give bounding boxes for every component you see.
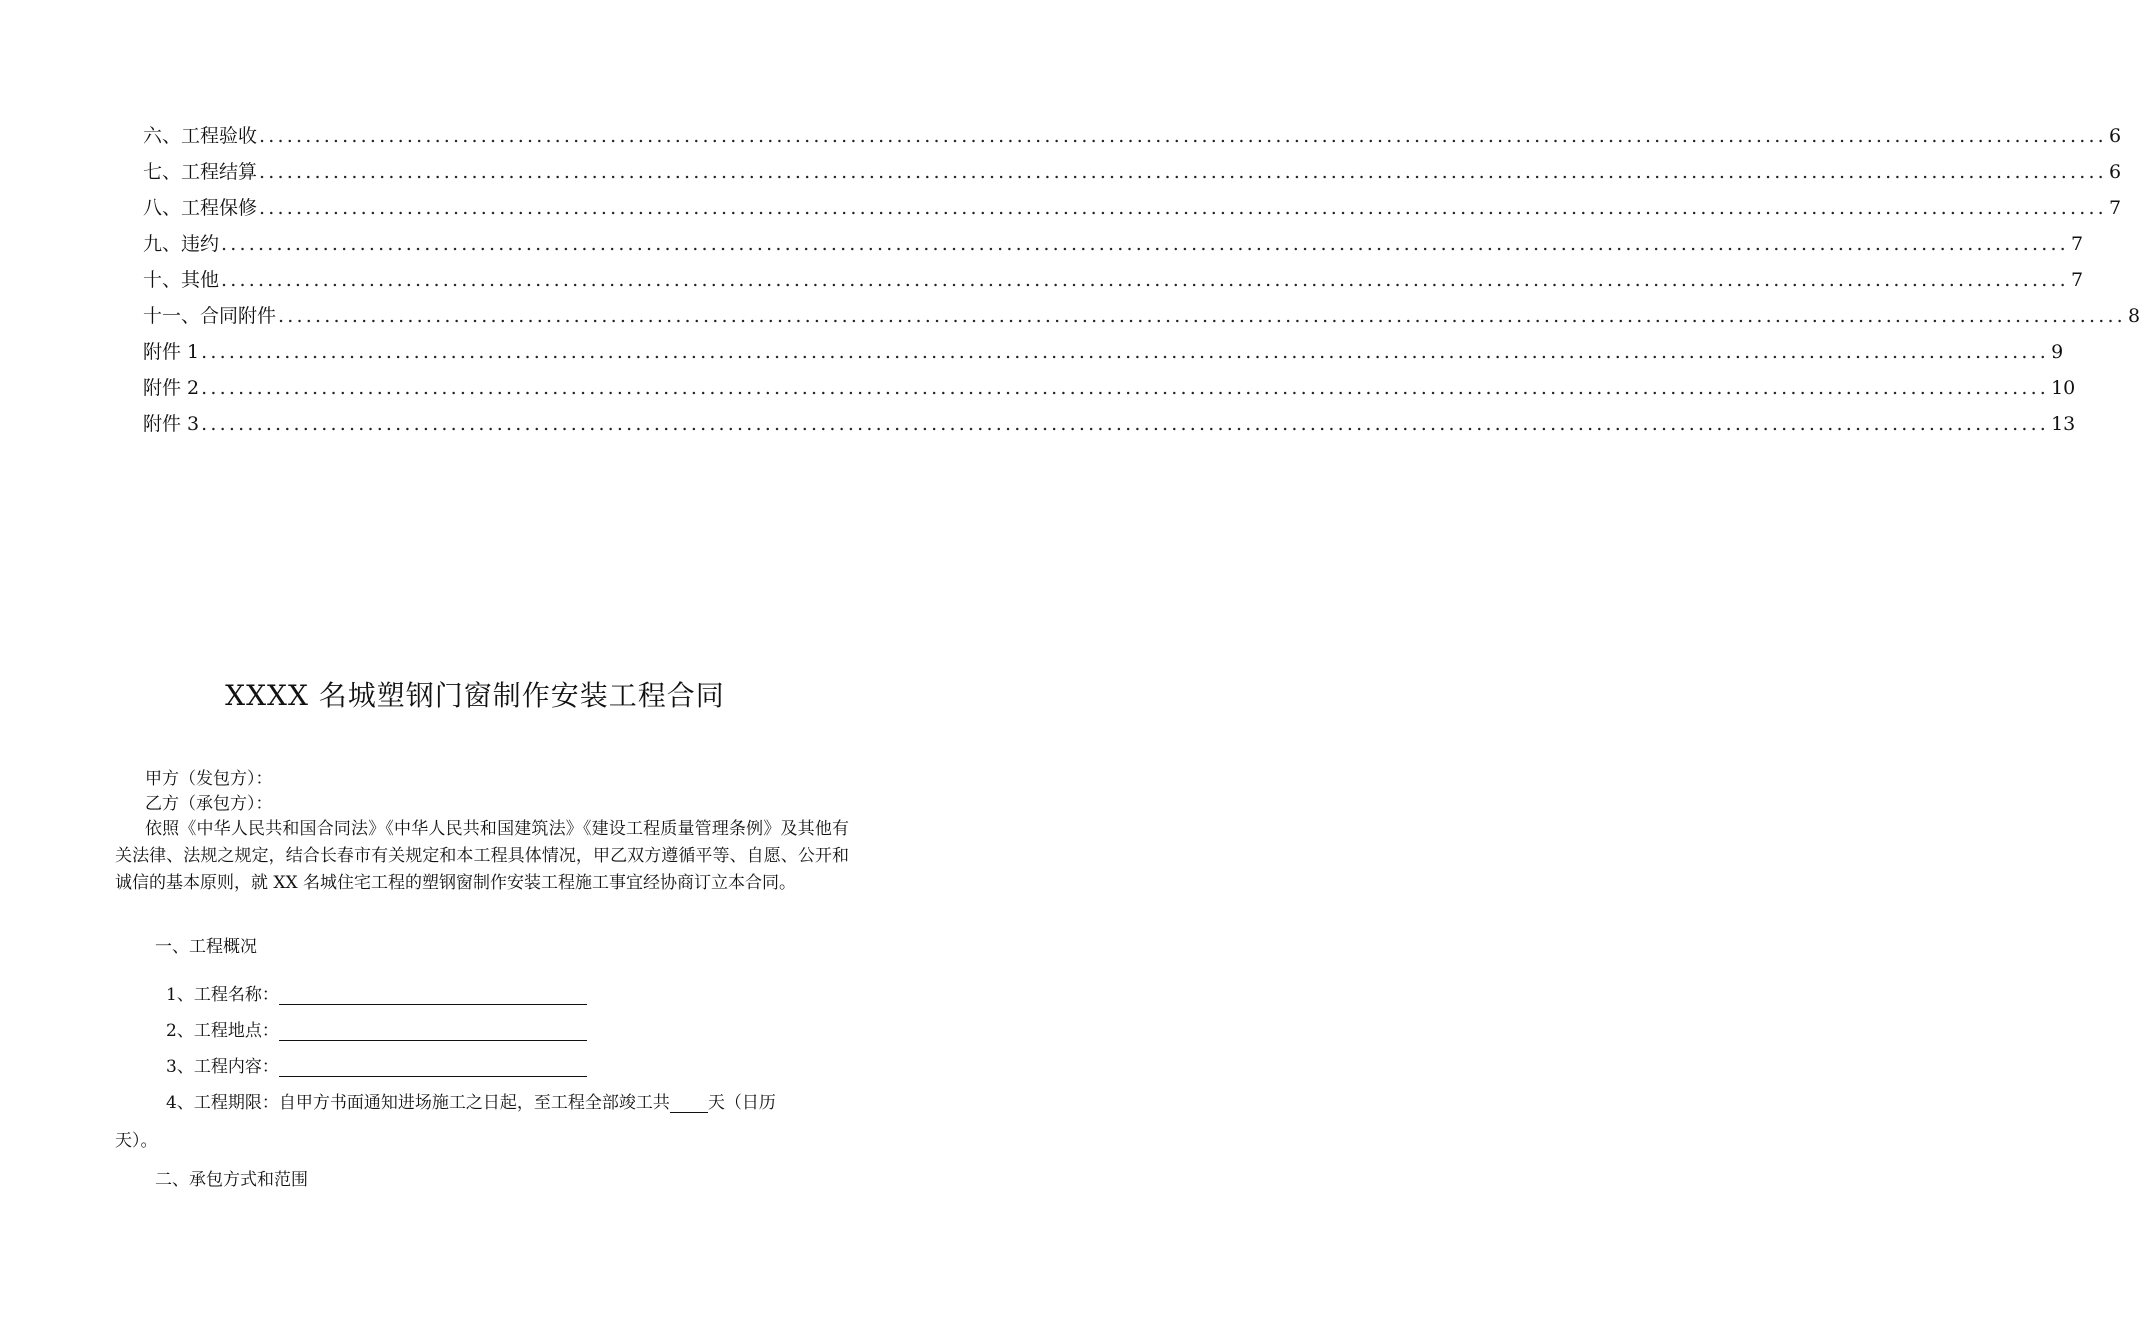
project-duration-line xyxy=(166,1088,776,1113)
toc-dot-leader: ........................................................................................................................................................................................................ xyxy=(201,341,2050,363)
project-location-label: 2、工程地点： xyxy=(166,1021,279,1041)
toc-entry-page: 9 xyxy=(2051,341,2064,363)
toc-entry[interactable] xyxy=(143,301,2140,337)
toc-entry[interactable] xyxy=(143,337,2064,373)
project-content-line xyxy=(166,1052,587,1077)
toc-entry-page: 8 xyxy=(2127,305,2140,327)
project-location-line xyxy=(166,1016,587,1041)
project-content-label: 3、工程内容： xyxy=(166,1057,279,1077)
toc-entry-page: 13 xyxy=(2051,413,2076,435)
contract-title: XXXX 名城塑钢门窗制作安装工程合同 xyxy=(225,679,725,712)
project-content-blank[interactable] xyxy=(279,1057,587,1077)
toc-dot-leader: ........................................................................................................................................................................................................ xyxy=(278,305,2126,327)
toc-entry-label: 附件 2 xyxy=(143,377,200,399)
toc-entry[interactable] xyxy=(143,193,2122,229)
toc-entry[interactable] xyxy=(143,121,2122,157)
toc-entry[interactable] xyxy=(143,265,2084,301)
toc-entry-page: 7 xyxy=(2070,233,2084,255)
toc-dot-leader: ........................................................................................................................................................................................................ xyxy=(201,377,2050,399)
project-name-label: 1、工程名称： xyxy=(166,985,279,1005)
toc-entry[interactable] xyxy=(143,409,2076,445)
project-location-blank[interactable] xyxy=(279,1021,587,1041)
toc-entry-label: 十、其他 xyxy=(143,269,220,291)
party-a-line: 甲方（发包方）： xyxy=(145,769,273,789)
toc-entry-page: 10 xyxy=(2051,377,2076,399)
toc-dot-leader: ........................................................................................................................................................................................................ xyxy=(259,161,2107,183)
toc-entry[interactable] xyxy=(143,229,2084,265)
project-duration-wrap: 天）。 xyxy=(115,1131,158,1151)
toc-entry-label: 六、工程验收 xyxy=(143,125,258,147)
toc-entry-label: 十一、合同附件 xyxy=(143,305,277,327)
toc-entry-label: 八、工程保修 xyxy=(143,197,258,219)
project-duration-prefix: 4、工程期限：自甲方书面通知进场施工之日起，至工程全部竣工共 xyxy=(166,1093,670,1113)
toc-entry[interactable] xyxy=(143,157,2122,193)
table-of-contents xyxy=(143,121,2140,445)
project-duration-suffix: 天（日历 xyxy=(707,1093,776,1113)
section-heading-1: 一、工程概况 xyxy=(155,937,257,957)
toc-entry-page: 7 xyxy=(2108,197,2122,219)
project-name-line xyxy=(166,980,587,1005)
project-name-blank[interactable] xyxy=(279,985,587,1005)
party-block xyxy=(115,767,849,817)
toc-dot-leader: ........................................................................................................................................................................................................ xyxy=(259,197,2107,219)
toc-dot-leader: ........................................................................................................................................................................................................ xyxy=(201,413,2050,435)
toc-entry-label: 附件 1 xyxy=(143,341,200,363)
toc-dot-leader: ........................................................................................................................................................................................................ xyxy=(221,233,2069,255)
toc-dot-leader: ........................................................................................................................................................................................................ xyxy=(221,269,2069,291)
toc-entry-label: 九、违约 xyxy=(143,233,220,255)
toc-entry-label: 附件 3 xyxy=(143,413,200,435)
section-heading-2: 二、承包方式和范围 xyxy=(155,1170,308,1190)
toc-entry[interactable] xyxy=(143,373,2076,409)
toc-entry-page: 7 xyxy=(2070,269,2084,291)
toc-entry-page: 6 xyxy=(2108,161,2122,183)
intro-paragraph: 依照《中华人民共和国合同法》《中华人民共和国建筑法》《建设工程质量管理条例》及其他有关法律、法规之规定，结合长春市有关规定和本工程具体情况，甲乙双方遵循平等、自愿、公开和诚信的基本原则，就 XX 名城住宅工程的塑钢窗制作安装工程施工事宜经协商订立本合同。 xyxy=(115,819,849,893)
toc-entry-page: 6 xyxy=(2108,125,2122,147)
party-b-line: 乙方（承包方）： xyxy=(145,794,273,814)
project-duration-blank[interactable] xyxy=(670,1093,708,1113)
toc-entry-label: 七、工程结算 xyxy=(143,161,258,183)
toc-dot-leader: ........................................................................................................................................................................................................ xyxy=(259,125,2107,147)
